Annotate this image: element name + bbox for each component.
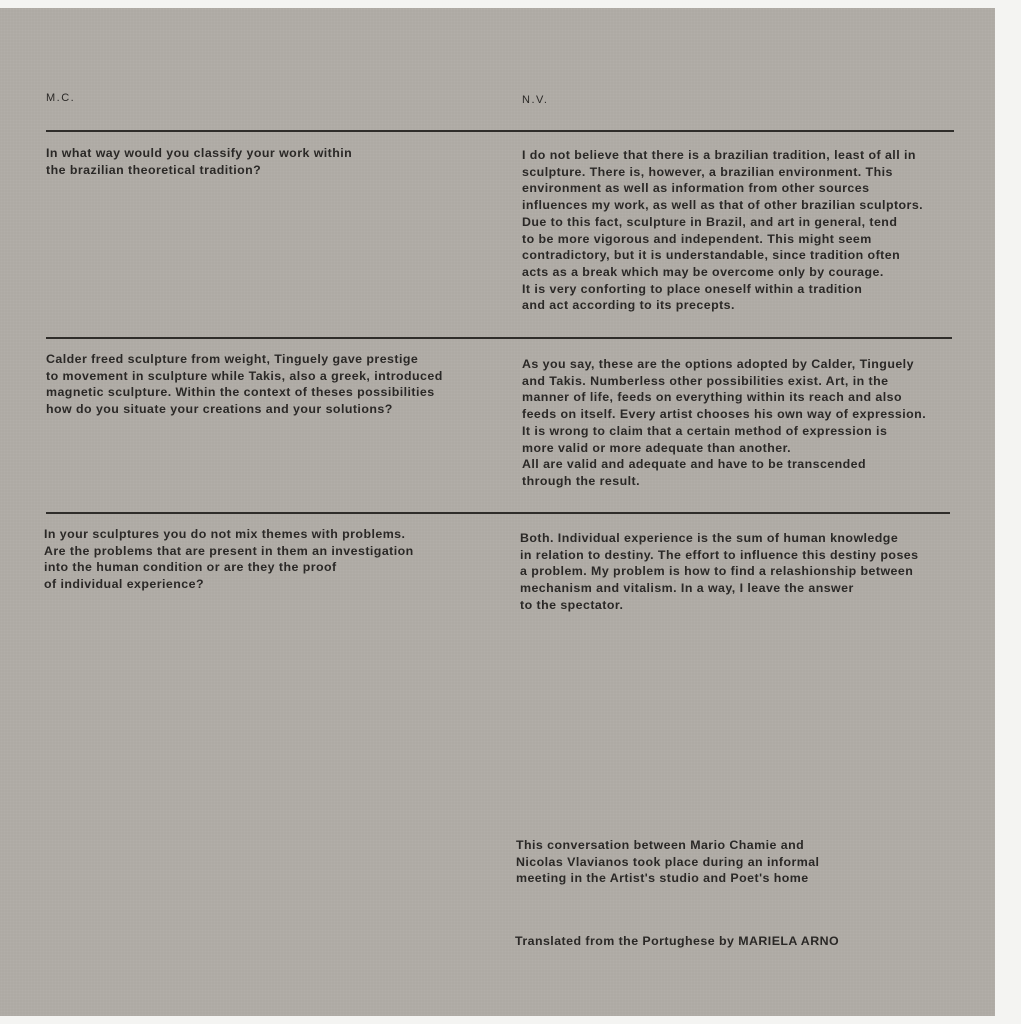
question-1: In what way would you classify your work within the brazilian theoretical tradition? xyxy=(46,146,353,177)
answer-2: As you say, these are the options adopted by Calder, Tinguely and Takis. Numberless other possibilities exist. Art, in the manner of life, feeds on everything within its reach and also feeds on itself. Every artist chooses his own way of expression. It is wrong to claim that a certain method of expression is more valid or more adequate than another. All are valid and adequate and have to be transcended through the result. xyxy=(522,357,927,488)
conversation-note: This conversation between Mario Chamie and Nicolas Vlavianos took place during an informal meeting in the Artist's studio and Poet's home xyxy=(516,838,820,886)
page-sheet xyxy=(0,8,995,1016)
section-divider xyxy=(46,512,950,514)
interviewer-initials: M.C. xyxy=(46,92,76,104)
section-divider xyxy=(46,337,952,339)
translation-credit: Translated from the Portughese by MARIELA ARNO xyxy=(515,934,840,948)
interviewee-initials: N.V. xyxy=(522,94,549,106)
question-2: Calder freed sculpture from weight, Tinguely gave prestige to movement in sculpture while Takis, also a greek, introduced magnetic sculpture. Within the context of theses possibilities how do you situate your creations and your solutions? xyxy=(46,352,443,417)
section-divider xyxy=(46,130,954,132)
question-3: In your sculptures you do not mix themes with problems. Are the problems that are present in them an investigation into the human condition or are they the proof of individual experience? xyxy=(44,527,414,592)
answer-3: Both. Individual experience is the sum of human knowledge in relation to destiny. The effort to influence this destiny poses a problem. My problem is how to find a relashionship between mechanism and vitalism. In a way, I leave the answer to the spectator. xyxy=(520,531,919,612)
answer-1: I do not believe that there is a brazilian tradition, least of all in sculpture. There is, however, a brazilian environment. This environment as well as information from other sources influences my work, as well as that of other brazilian sculptors. Due to this fact, sculpture in Brazil, and art in general, tend to be more vigorous and independent. This might seem contradictory, but it is understandable, since tradition often acts as a break which may be overcome only by courage. It is very conforting to place oneself within a tradition and act according to its precepts. xyxy=(522,148,924,313)
